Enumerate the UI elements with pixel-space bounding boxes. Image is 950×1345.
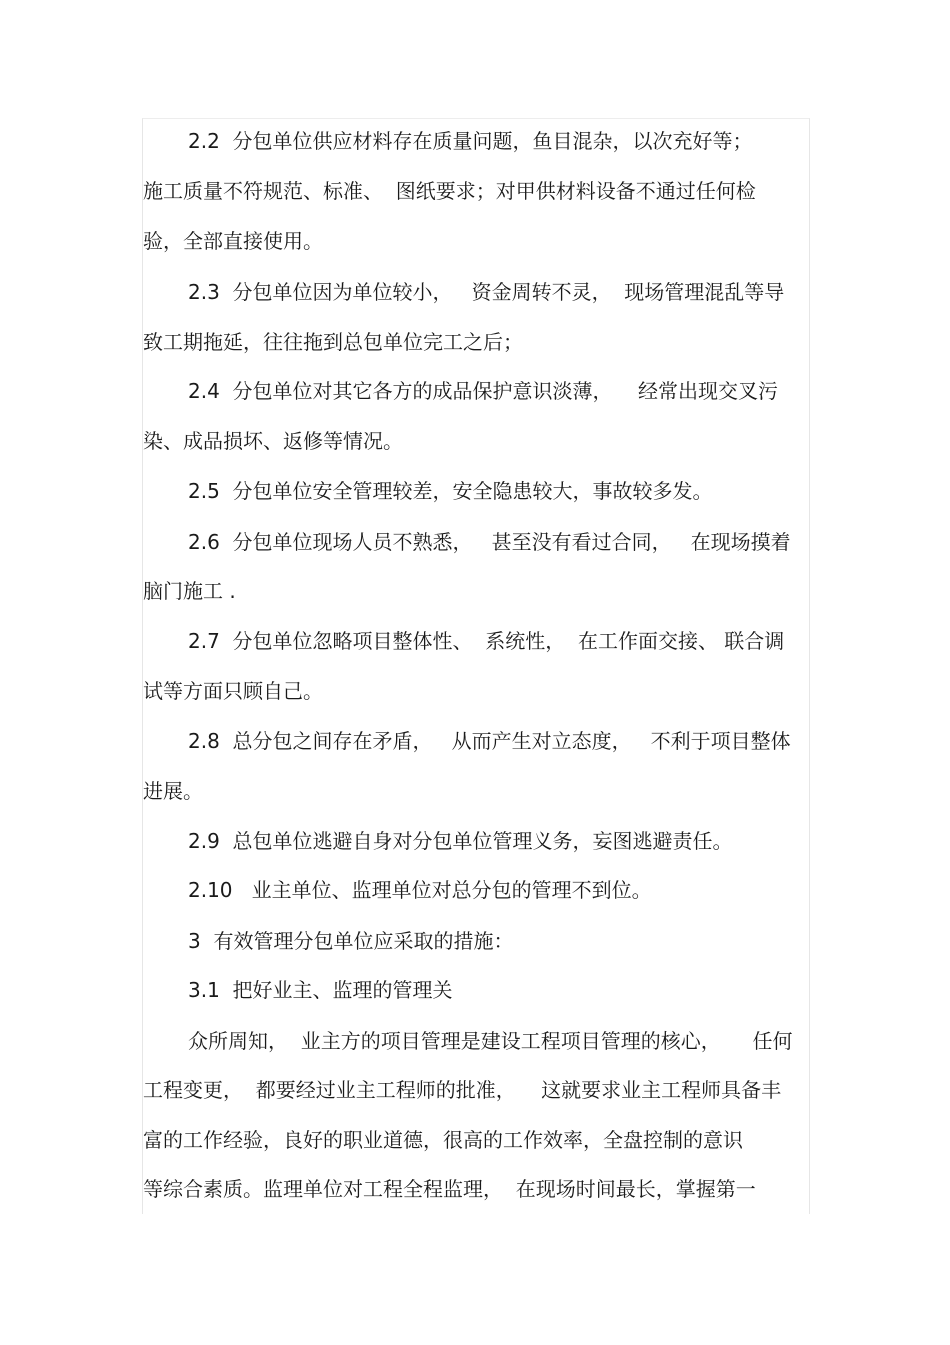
paragraph-2-6-line-2: 脑门施工 .	[143, 579, 236, 603]
paragraph-2-9: 2.9 总包单位逃避自身对分包单位管理义务，妄图逃避责任。	[188, 829, 733, 853]
paragraph-2-7-line-2: 试等方面只顾自己。	[143, 679, 323, 703]
paragraph-3-1-line-1: 众所周知， 业主方的项目管理是建设工程项目管理的核心， 任何	[188, 1029, 793, 1053]
paragraph-2-10: 2.10 业主单位、监理单位对总分包的管理不到位。	[188, 878, 652, 902]
paragraph-2-7-line-1: 2.7 分包单位忽略项目整体性、 系统性， 在工作面交接、 联合调	[188, 629, 785, 653]
paragraph-2-2-line-1: 2.2 分包单位供应材料存在质量问题，鱼目混杂，以次充好等；	[188, 129, 753, 153]
paragraph-2-2-line-2: 施工质量不符规范、标准、 图纸要求；对甲供材料设备不通过任何检	[143, 179, 756, 203]
paragraph-2-6-line-1: 2.6 分包单位现场人员不熟悉， 甚至没有看过合同， 在现场摸着	[188, 530, 791, 554]
section-3-heading: 3 有效管理分包单位应采取的措施：	[188, 929, 514, 953]
paragraph-2-3-line-2: 致工期拖延，往往拖到总包单位完工之后；	[143, 330, 523, 354]
paragraph-3-1-line-2: 工程变更， 都要经过业主工程师的批准， 这就要求业主工程师具备丰	[143, 1078, 782, 1102]
paragraph-3-1-line-3: 富的工作经验，良好的职业道德，很高的工作效率，全盘控制的意识	[143, 1128, 743, 1152]
paragraph-2-4-line-1: 2.4 分包单位对其它各方的成品保护意识淡薄， 经常出现交叉污	[188, 379, 778, 403]
subsection-3-1-heading: 3.1 把好业主、监理的管理关	[188, 978, 453, 1002]
paragraph-2-8-line-1: 2.8 总分包之间存在矛盾， 从而产生对立态度， 不利于项目整体	[188, 729, 791, 753]
paragraph-2-8-line-2: 进展。	[143, 779, 203, 803]
paragraph-3-1-line-4: 等综合素质。监理单位对工程全程监理， 在现场时间最长，掌握第一	[143, 1177, 756, 1201]
paragraph-2-2-line-3: 验，全部直接使用。	[143, 229, 323, 253]
paragraph-2-4-line-2: 染、成品损坏、返修等情况。	[143, 429, 403, 453]
paragraph-2-3-line-1: 2.3 分包单位因为单位较小， 资金周转不灵， 现场管理混乱等导	[188, 280, 785, 304]
paragraph-2-5: 2.5 分包单位安全管理较差，安全隐患较大，事故较多发。	[188, 479, 713, 503]
